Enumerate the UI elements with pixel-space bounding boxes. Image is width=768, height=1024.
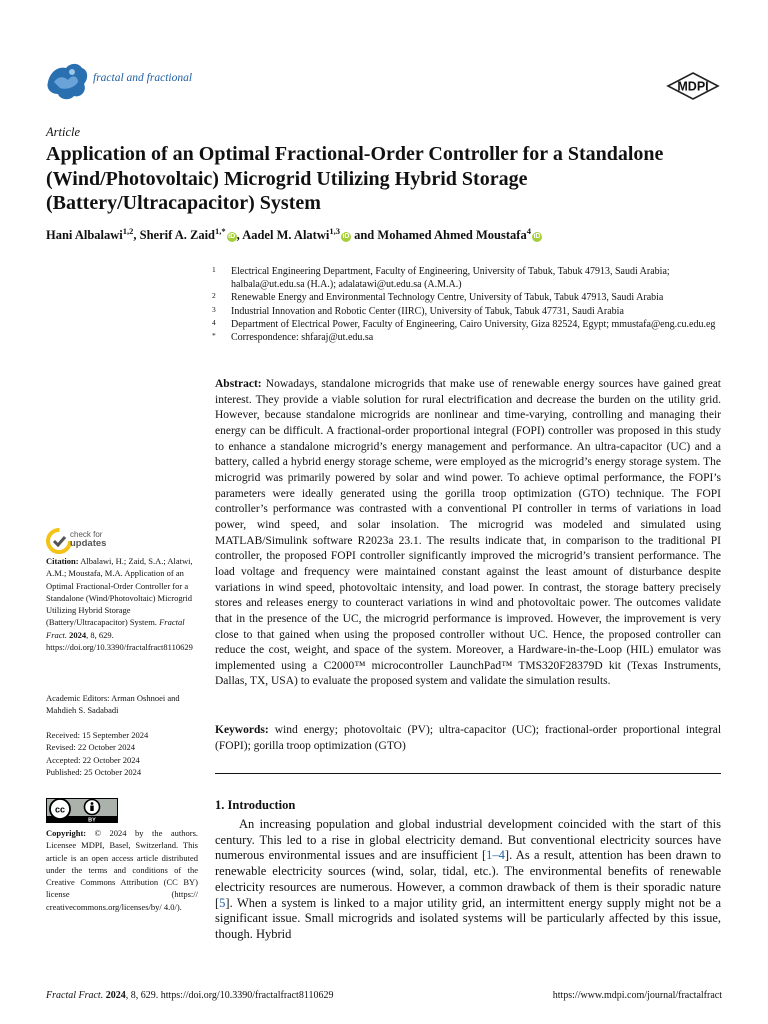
affiliations bbox=[212, 265, 732, 344]
keywords-text: wind energy; photovoltaic (PV); ultra-capacitor (UC); fractional-order proportional integral (FOPI); gorilla troop optimization (GTO) bbox=[215, 724, 722, 752]
mdpi-logo-text: MDPI bbox=[677, 79, 709, 94]
intro-text-segment: An increasing population and global industrial development coincided with the start of this century. This led to a rise in global electricity demand. But conventional electricity sources have numerous environmental issues and are insufficient [ bbox=[215, 817, 721, 863]
author-name: Sherif A. Zaid bbox=[139, 228, 216, 243]
svg-text:cc: cc bbox=[54, 804, 66, 815]
affiliation-text: Electrical Engineering Department, Faculty of Engineering, University of Tabuk, Tabuk 47913, Saudi Arabia; halbala@ut.edu.sa (H.A.); adalatawi@ut.edu.sa (A.M.A.) bbox=[231, 266, 670, 291]
affiliation-item bbox=[212, 305, 732, 318]
check-updates-icon bbox=[46, 528, 72, 554]
author-separator: , bbox=[236, 228, 243, 243]
article-type: Article bbox=[46, 125, 81, 139]
affiliation-item bbox=[212, 331, 732, 344]
citation-label: Citation: bbox=[46, 556, 79, 566]
citation-year: 2024 bbox=[69, 629, 87, 640]
check-for-updates-button[interactable] bbox=[46, 528, 136, 554]
author-affiliation-marker: 4 bbox=[526, 226, 531, 236]
affiliation-number: 3 bbox=[212, 304, 216, 314]
affiliation-text: Correspondence: shfaraj@ut.edu.sa bbox=[231, 332, 374, 344]
author-separator: and bbox=[350, 228, 378, 243]
check-updates-line1: check for bbox=[70, 530, 103, 539]
section-heading: 1. Introduction bbox=[215, 798, 296, 812]
affiliation-number: * bbox=[212, 331, 216, 341]
reference-link[interactable]: 1–4 bbox=[486, 848, 505, 863]
author-name: Hani Albalawi bbox=[46, 228, 123, 243]
affiliation-number: 1 bbox=[212, 265, 216, 274]
footer-doi[interactable]: , 8, 629. https://doi.org/10.3390/fractalfract8110629 bbox=[125, 990, 334, 1001]
orcid-icon[interactable]: iD bbox=[228, 233, 236, 241]
citation-block bbox=[46, 555, 198, 653]
affiliation-number: 4 bbox=[212, 317, 216, 327]
copyright-label: Copyright: bbox=[46, 828, 87, 838]
abstract-label: Abstract: bbox=[215, 378, 262, 390]
abstract bbox=[215, 377, 721, 690]
publication-date: Accepted: 22 October 2024 bbox=[46, 754, 140, 765]
affiliation-item bbox=[212, 291, 732, 304]
citation-rest[interactable]: , 8, 629. https://doi.org/10.3390/fractalfract8110629 bbox=[46, 629, 193, 653]
mdpi-logo bbox=[666, 72, 720, 100]
affiliation-item bbox=[212, 318, 732, 331]
author-name: Mohamed Ahmed Moustafa bbox=[377, 228, 527, 243]
affiliation-text: Industrial Innovation and Robotic Center (IIRC), University of Tabuk, Tabuk 47731, Saudi Arabia bbox=[231, 305, 624, 317]
introduction-paragraph bbox=[215, 817, 721, 943]
citation-text: Albalawi, H.; Zaid, S.A.; Alatwi, A.M.; Moustafa, M.A. Application of an Optimal Fractional-Order Controller for a Standalone (Wind/Photovoltaic) Microgrid Utilizing Hybrid Storage (Battery/Ultracapacitor) System. bbox=[46, 556, 193, 628]
author-affiliation-marker: 1,* bbox=[215, 226, 226, 236]
keywords bbox=[215, 723, 721, 754]
footer-year: 2024 bbox=[105, 990, 126, 1001]
publication-date: Received: 15 September 2024 bbox=[46, 730, 149, 740]
citation-journal: Fractal Fract. bbox=[46, 617, 185, 640]
keywords-label: Keywords: bbox=[215, 724, 269, 736]
abstract-text: Nowadays, standalone microgrids that make use of renewable energy sources have gained great interest. They provide a viable solution for rural electrification and decrease the burden on the utility grid. However, because standalone microgrids are nonlinear and time-varying, controlling and managing their energy can be difficult. A fractional-order proportional integral (FOPI) controller was proposed in this study to enhance a standalone microgrid’s energy management and performance. An ultra-capacitor (UC) and a battery, called a hybrid energy storage scheme, were employed as the microgrid’s energy storage system. The microgrid was primarily powered by solar and wind power. To achieve optimal performance, the FOPI’s parameters were ideally generated using the gorilla troop optimization (GTO) technique. The FOPI controller’s performance was contrasted with a conventional PI controller in terms of variations in load power, wind speed, and solar insolation. The microgrid was modeled and simulated using MATLAB/Simulink software R2023a 23.1. The results indicate that, in comparison to the traditional PI controller, the proposed FOPI controller significantly improved the microgrid’s transient performance. The load voltage and frequency were maintained constant against the least amount of disturbance despite variations in wind speed, photovoltaic intensity, and load power. In contrast, the storage battery precisely stores and releases energy to counteract variations in wind and photovoltaic power. The outcomes validate that in the presence of the UC, the microgrid performance is improved. However, the improvement is very close to that gained when using the proposed controller without UC. Hence, the proposed controller can reduce the cost, weight, and space of the system. Moreover, a Hardware-in-the-Loop (HIL) emulator was implemented using a C2000™ microcontroller LaunchPad™ TMS320F28379D kit (Texas Instruments, Dallas, TX, USA) to evaluate the proposed system and validate the simulation results. bbox=[215, 378, 722, 688]
reference-link[interactable]: 5 bbox=[219, 895, 226, 910]
orcid-icon[interactable]: iD bbox=[533, 233, 541, 241]
affiliation-text: Renewable Energy and Environmental Technology Centre, University of Tabuk, Tabuk 47913, Saudi Arabia bbox=[231, 292, 664, 304]
check-updates-line2: updates bbox=[70, 538, 107, 549]
copyright-notice bbox=[46, 827, 198, 913]
publication-dates bbox=[46, 729, 198, 778]
academic-editors: Academic Editors: Arman Oshnoei and Mahdieh S. Sadabadi bbox=[46, 693, 180, 716]
affiliation-number: 2 bbox=[212, 291, 216, 301]
author-list bbox=[46, 226, 542, 243]
cc-badge-text: BY bbox=[88, 817, 96, 823]
author-affiliation-marker: 1,3 bbox=[329, 226, 340, 236]
author-name: Aadel M. Alatwi bbox=[242, 228, 330, 243]
orcid-icon[interactable]: iD bbox=[342, 233, 350, 241]
author-separator: , bbox=[133, 228, 140, 243]
section-divider bbox=[215, 773, 721, 774]
cc-by-license-badge[interactable] bbox=[46, 798, 118, 823]
intro-text-segment: ]. As a result, attention has been drawn to renewable electricity sources (wind, solar, tidal, etc.). The environmental benefits of renewable electricity resources are numerous. However, a common drawback of them is their sporadic nature [ bbox=[215, 848, 721, 910]
footer-journal: Fractal Fract. bbox=[46, 990, 104, 1001]
author-affiliation-marker: 1,2 bbox=[122, 226, 134, 236]
publication-date: Revised: 22 October 2024 bbox=[46, 742, 135, 753]
footer-citation bbox=[46, 990, 333, 1001]
copyright-text: © 2024 by the authors. Licensee MDPI, Basel, Switzerland. This article is an open access article distributed under the terms and conditions of the Creative Commons Attribution (CC BY) license (https:// creativecommons.org/licenses/by/ 4.0/). bbox=[46, 828, 199, 912]
article-title: Application of an Optimal Fractional-Order Controller for a Standalone (Wind/Photovoltaic) Microgrid Utilizing Hybrid Storage (Battery/Ultracapacitor) System bbox=[46, 143, 664, 214]
journal-logo bbox=[44, 60, 90, 102]
journal-name: fractal and fractional bbox=[93, 72, 193, 84]
affiliation-text: Department of Electrical Power, Faculty of Engineering, Cairo University, Giza 82524, Egypt; mmustafa@eng.cu.edu.eg bbox=[231, 318, 716, 330]
footer-journal-url[interactable]: https://www.mdpi.com/journal/fractalfract bbox=[552, 990, 722, 1001]
publication-date: Published: 25 October 2024 bbox=[46, 766, 142, 777]
affiliation-item bbox=[212, 265, 732, 291]
intro-text-segment: ]. When a system is linked to a major utility grid, an intermittent energy supply might not be a significant issue. Small microgrids and isolated systems will be particularly affected by this issue, though. Hybrid bbox=[215, 895, 721, 941]
